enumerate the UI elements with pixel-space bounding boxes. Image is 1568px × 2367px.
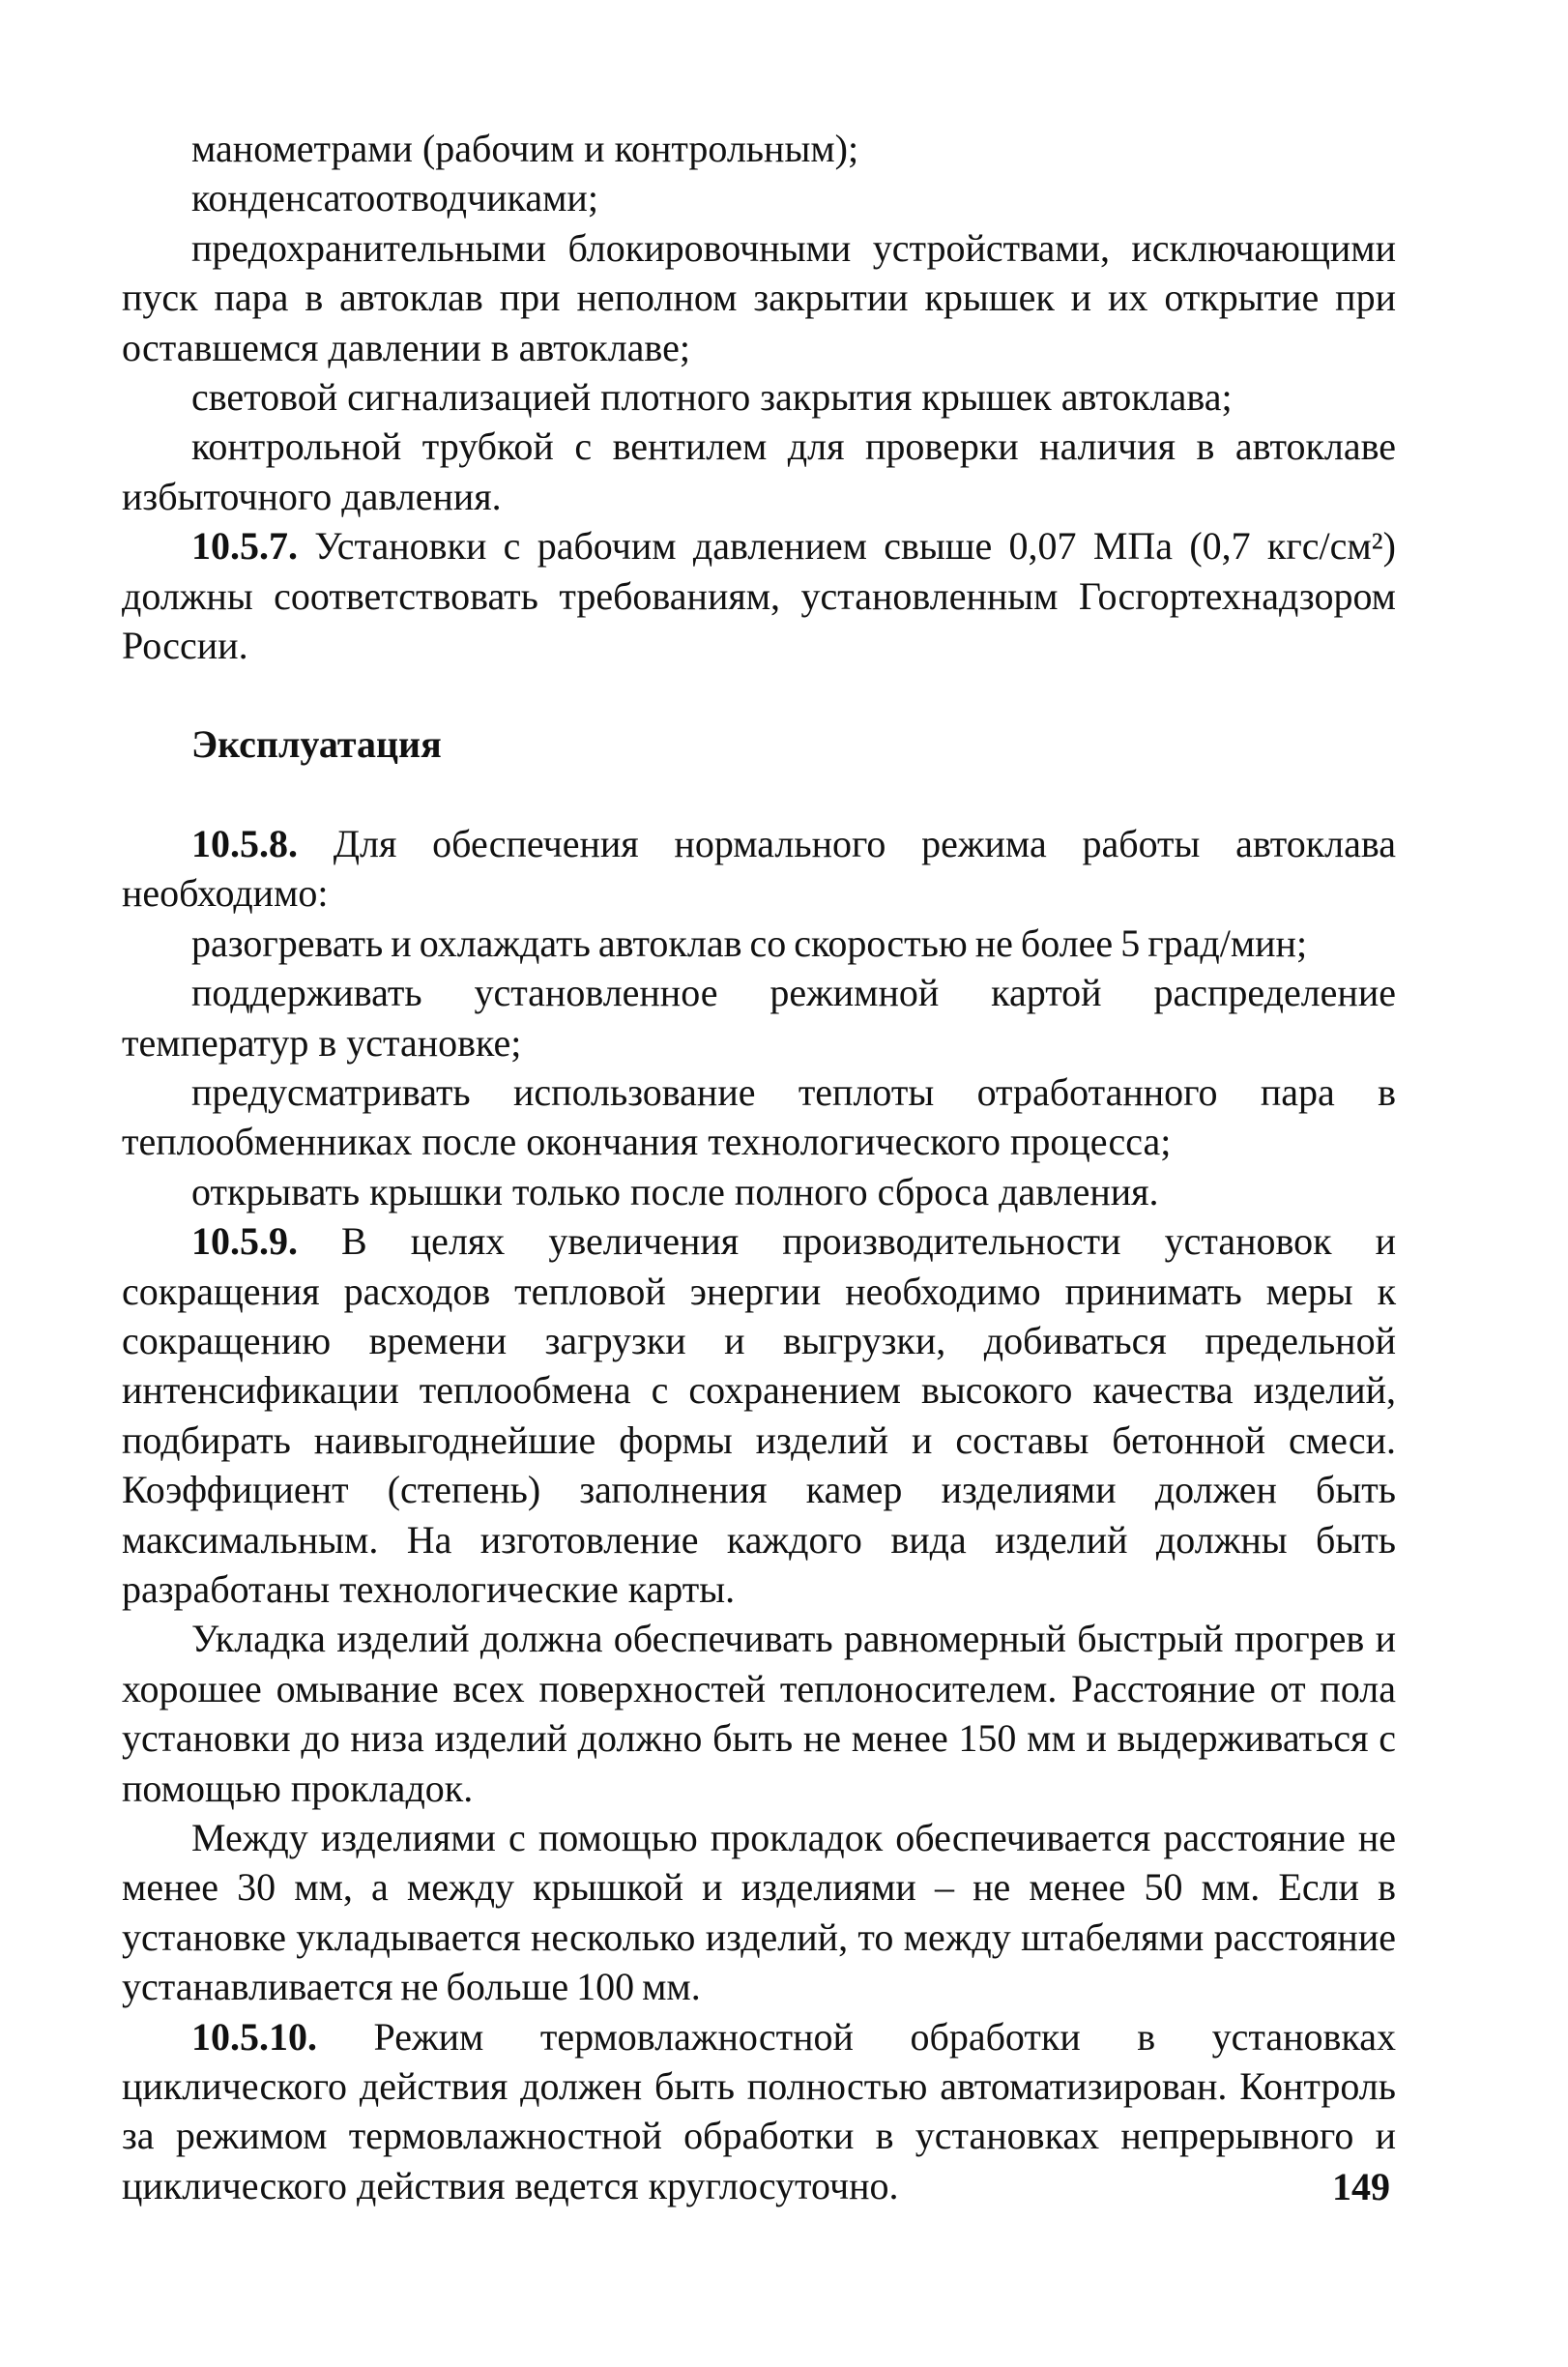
- clause-10-5-9: [122, 1216, 1396, 1614]
- list-item: поддерживать установленное режимной картой распределение температур в установке;: [122, 971, 1396, 1065]
- paragraph-ukladka: Укладка изделий должна обеспечивать равномерный быстрый прогрев и хорошее омывание всех поверхностей теплоносителем. Расстояние от пола установки до низа изделий должно быть не менее 150 мм и выдерживаться с помощью прокладок.: [122, 1617, 1396, 1810]
- paragraph-mezhdu: Между изделиями с помощью прокладок обеспечивается расстояние не менее 30 мм, а между крышкой и изделиями – не менее 50 мм. Если в установке укладывается несколько изделий, то между штабелями расстояние устанавливается не больше 100 мм.: [122, 1816, 1396, 2009]
- clause-number: 10.5.10.: [191, 2014, 317, 2059]
- clause-text: Установки с рабочим давлением свыше 0,07 МПа (0,7 кгс/см²) должны соответствовать требованиям, установленным Госгортехнадзором России.: [122, 524, 1396, 668]
- list-item: открывать крышки только после полного сброса давления.: [191, 1169, 1159, 1213]
- list-item: контрольной трубкой с вентилем для проверки наличия в автоклаве избыточного давления.: [122, 424, 1396, 518]
- list-item: разогревать и охлаждать автоклав со скоростью не более 5 град/мин;: [191, 920, 1308, 965]
- clause-number: 10.5.7.: [191, 524, 298, 569]
- page-number: 149: [1332, 2165, 1390, 2208]
- clause-number: 10.5.9.: [191, 1219, 298, 1264]
- clause-10-5-10: [122, 2012, 1396, 2211]
- clause-number: 10.5.8.: [191, 821, 298, 865]
- section-heading: Эксплуатация: [191, 722, 442, 767]
- clause-text: Режим термовлажностной обработки в установках циклического действия должен быть полностью автоматизирован. Контроль за режимом термовлажностной обработки в установках непрерывного и циклического действия ведется круглосуточно.: [122, 2014, 1396, 2207]
- list-item: манометрами (рабочим и контрольным);: [191, 127, 859, 170]
- clause-10-5-7: [122, 521, 1396, 670]
- list-item: предохранительными блокировочными устройствами, исключающими пуск пара в автоклав при неполном закрытии крышек и их открытие при оставшемся давлении в автоклаве;: [122, 225, 1396, 369]
- clause-text: Для обеспечения нормального режима работы автоклава необходимо:: [122, 821, 1396, 916]
- clause-text: В целях увеличения производительности установок и сокращения расходов тепловой энергии необходимо принимать меры к сокращению времени загрузки и выгрузки, добиваться предельной интенсификации теплообмена с сохранением высокого качества изделий, подбирать наивыгоднейшие формы изделий и составы бетонной смеси. Коэффициент (степень) заполнения камер изделиями должен быть максимальным. На изготовление каждого вида изделий должны быть разработаны технологические карты.: [122, 1219, 1396, 1611]
- list-item: световой сигнализацией плотного закрытия крышек автоклава;: [191, 375, 1233, 420]
- list-item: предусматривать использование теплоты отработанного пара в теплообменниках после окончания технологического процесса;: [122, 1069, 1396, 1164]
- list-item: конденсатоотводчиками;: [191, 176, 598, 220]
- clause-10-5-8: [122, 819, 1396, 919]
- page-body: [122, 124, 1396, 2210]
